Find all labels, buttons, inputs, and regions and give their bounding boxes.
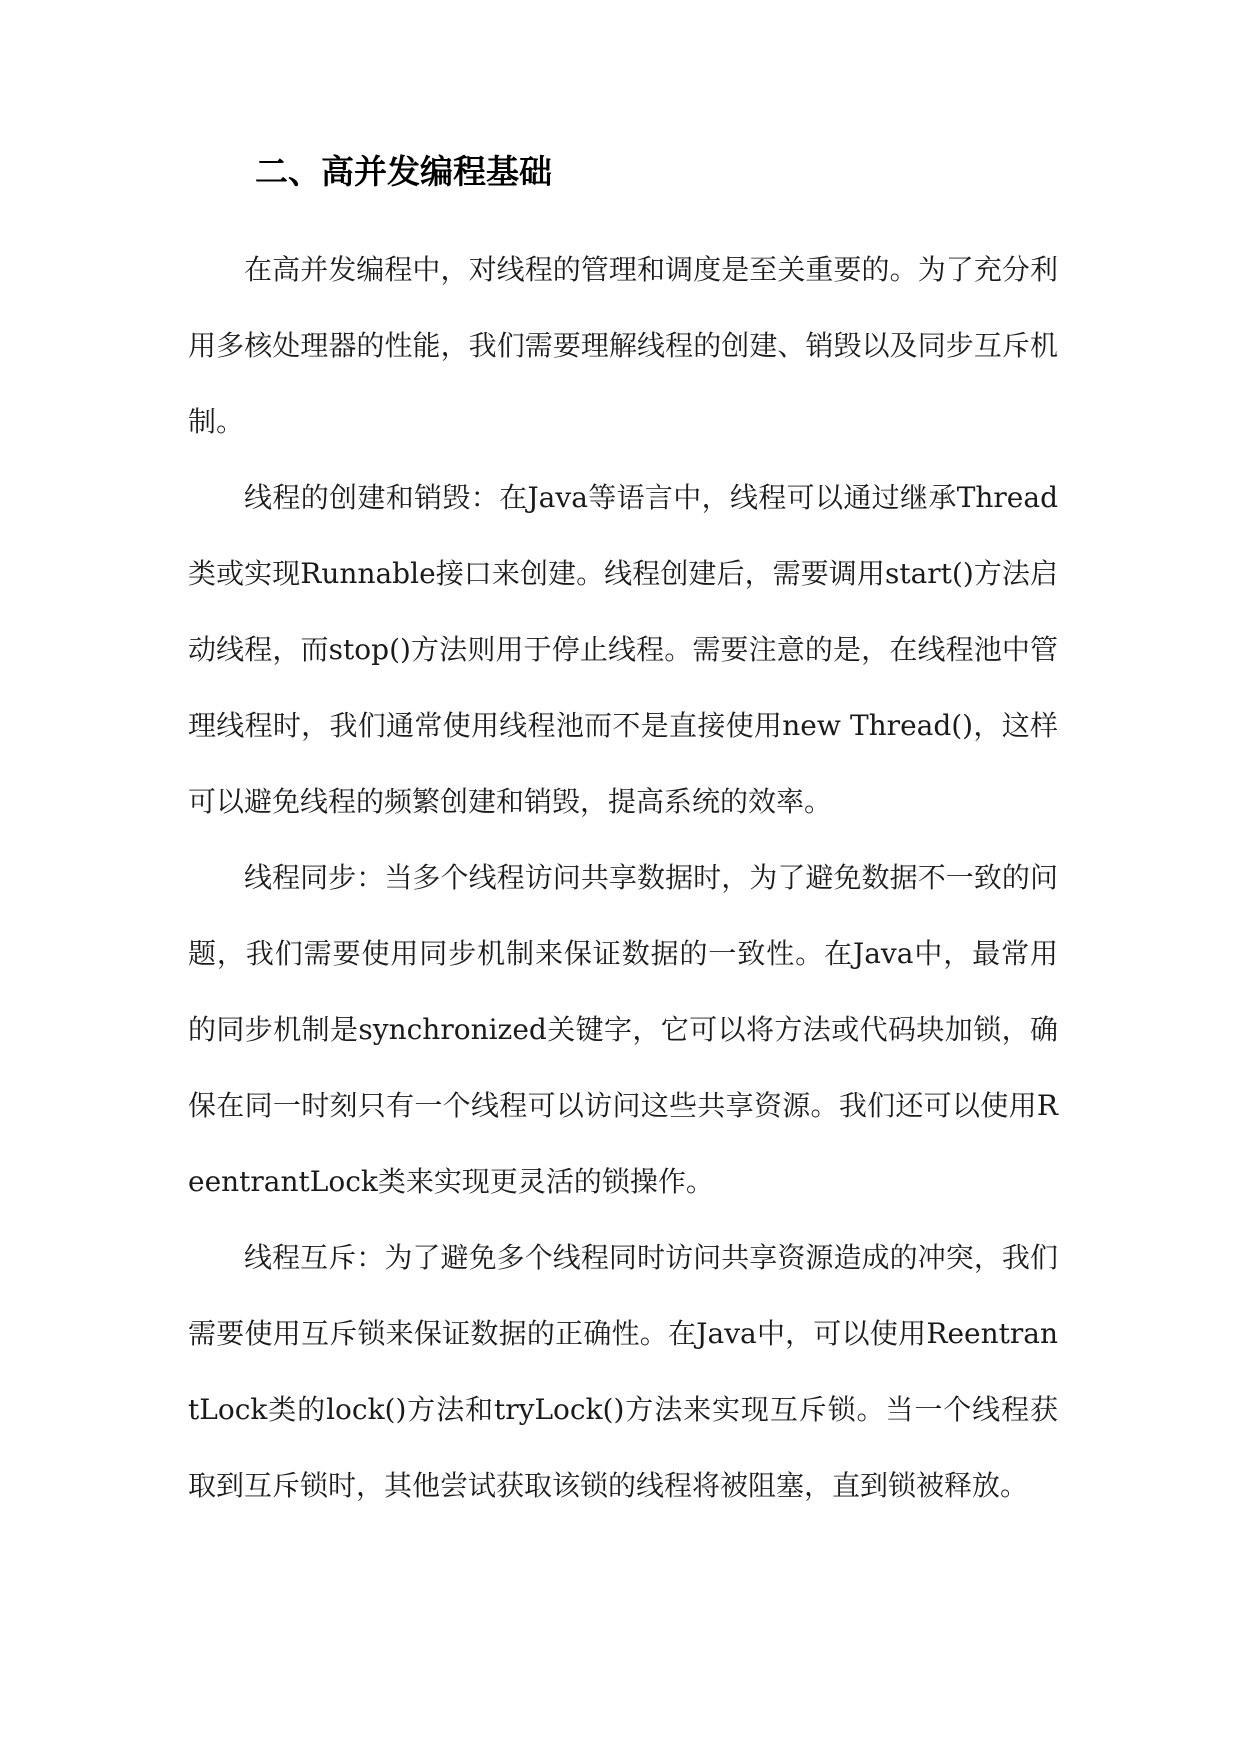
- paragraph-thread-mutex: 线程互斥：为了避免多个线程同时访问共享资源造成的冲突，我们需要使用互斥锁来保证数据的正确性。在Java中，可以使用ReentrantLock类的lock()方法和tryLock()方法来实现互斥锁。当一个线程获取到互斥锁时，其他尝试获取该锁的线程将被阻塞，直到锁被释放。: [188, 1241, 1058, 1502]
- section-heading: 二、高并发编程基础: [255, 152, 552, 191]
- paragraph-thread-sync: 线程同步：当多个线程访问共享数据时，为了避免数据不一致的问题，我们需要使用同步机制来保证数据的一致性。在Java中，最常用的同步机制是synchronized关键字，它可以将方法或代码块加锁，确保在同一时刻只有一个线程可以访问这些共享资源。我们还可以使用ReentrantLock类来实现更灵活的锁操作。: [188, 861, 1058, 1198]
- body-text: [188, 232, 1058, 1524]
- paragraph-intro: 在高并发编程中，对线程的管理和调度是至关重要的。为了充分利用多核处理器的性能，我们需要理解线程的创建、销毁以及同步互斥机制。: [188, 253, 1058, 438]
- paragraph-thread-creation: 线程的创建和销毁：在Java等语言中，线程可以通过继承Thread类或实现Runnable接口来创建。线程创建后，需要调用start()方法启动线程，而stop()方法则用于停止线程。需要注意的是，在线程池中管理线程时，我们通常使用线程池而不是直接使用new Thread()，这样可以避免线程的频繁创建和销毁，提高系统的效率。: [188, 481, 1058, 818]
